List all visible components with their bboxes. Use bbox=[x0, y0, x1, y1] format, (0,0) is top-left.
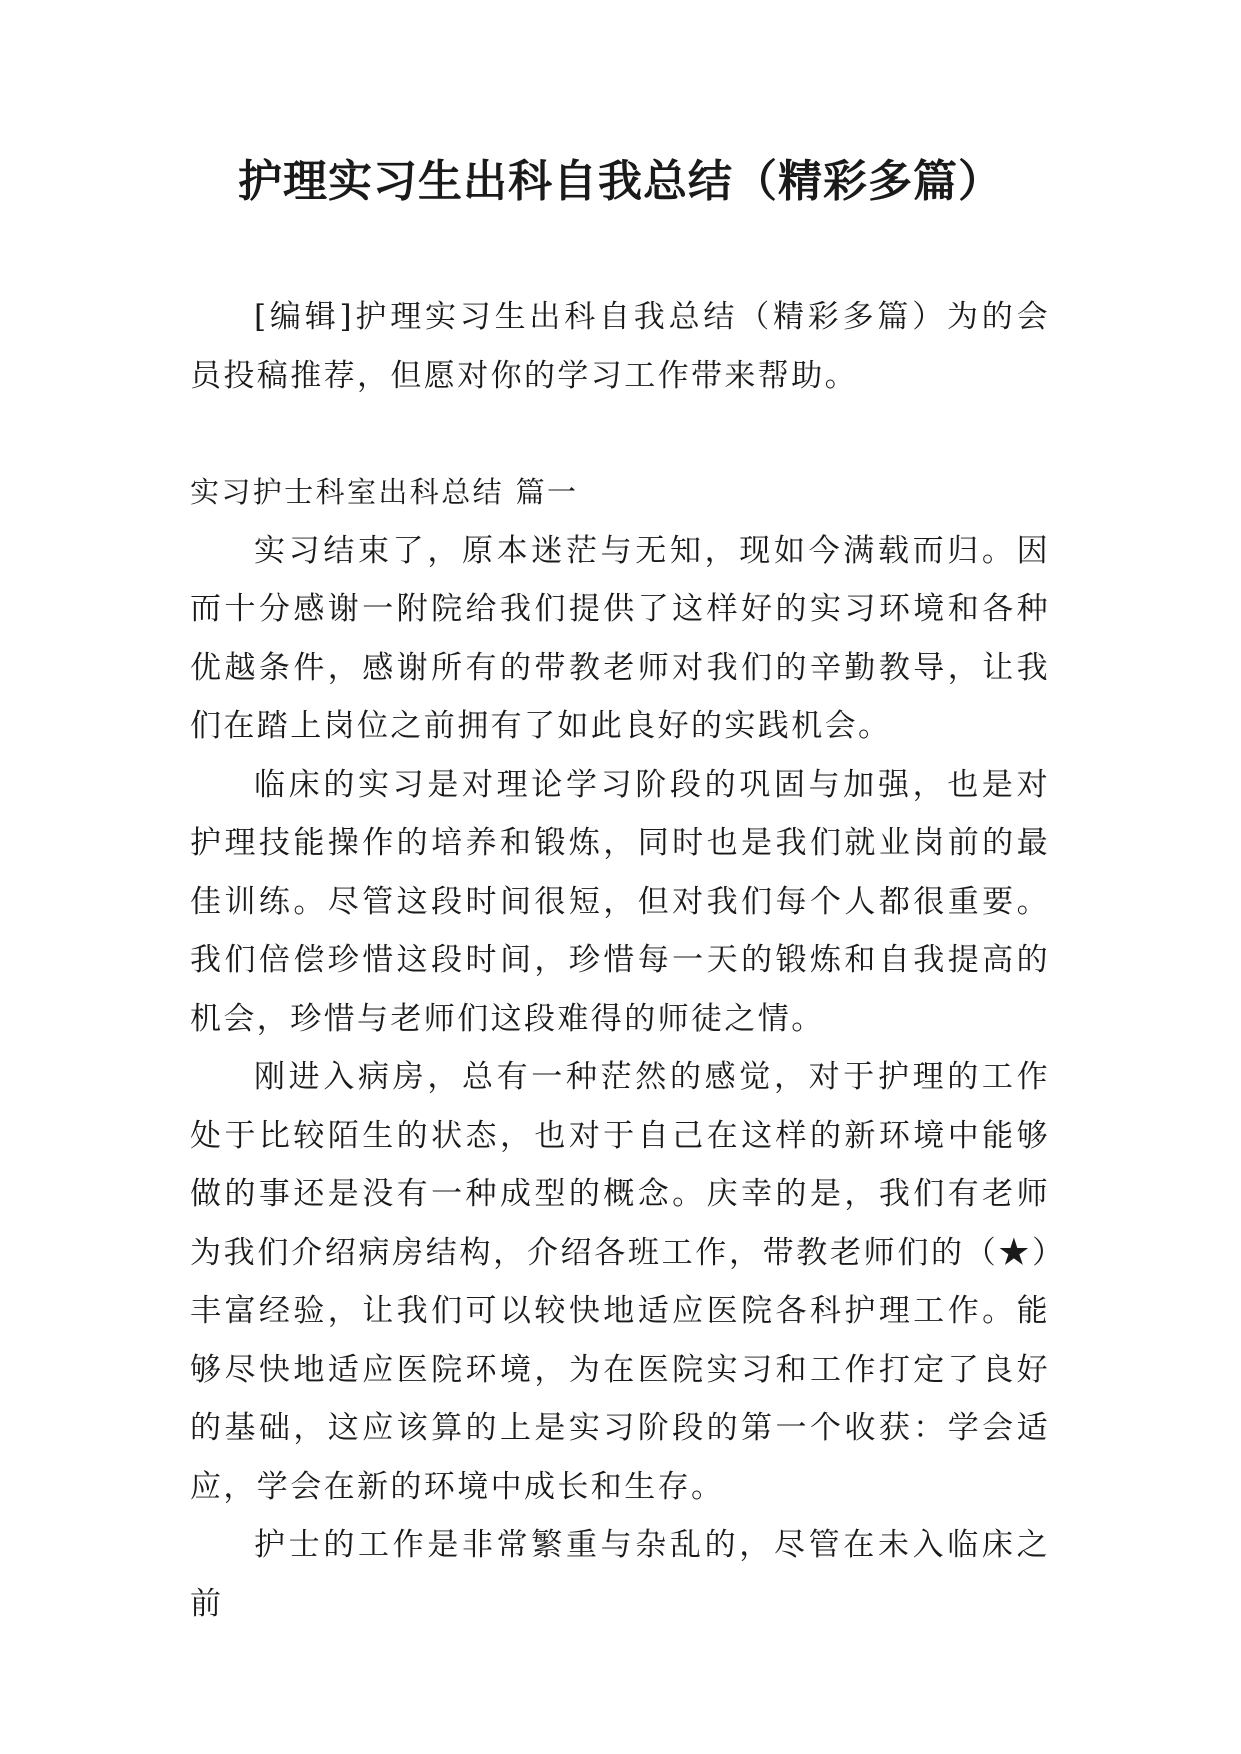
section-heading: 实习护士科室出科总结 篇一 bbox=[190, 475, 579, 509]
body-paragraph-1: 实习结束了，原本迷茫与无知，现如今满载而归。因而十分感谢一附院给我们提供了这样好的实习环境和各种优越条件，感谢所有的带教老师对我们的辛勤教导，让我们在踏上岗位之前拥有了如此良好的实践机会。 bbox=[190, 532, 1050, 744]
body-paragraph-3: 刚进入病房，总有一种茫然的感觉，对于护理的工作处于比较陌生的状态，也对于自己在这样的新环境中能够做的事还是没有一种成型的概念。庆幸的是，我们有老师为我们介绍病房结构，介绍各班工作，带教老师们的（★）丰富经验，让我们可以较快地适应医院各科护理工作。能够尽快地适应医院环境，为在医院实习和工作打定了良好的基础，这应该算的上是实习阶段的第一个收获：学会适应，学会在新的环境中成长和生存。 bbox=[190, 1059, 1050, 1505]
body-paragraph-4: 护士的工作是非常繁重与杂乱的，尽管在未入临床之前 bbox=[190, 1527, 1050, 1622]
document-title: 护理实习生出科自我总结（精彩多篇） bbox=[238, 156, 1003, 207]
body-paragraph-2: 临床的实习是对理论学习阶段的巩固与加强，也是对护理技能操作的培养和锻炼，同时也是我们就业岗前的最佳训练。尽管这段时间很短，但对我们每个人都很重要。我们倍偿珍惜这段时间，珍惜每一天的锻炼和自我提高的机会，珍惜与老师们这段难得的师徒之情。 bbox=[190, 766, 1050, 1037]
intro-paragraph: [编辑]护理实习生出科自我总结（精彩多篇）为的会员投稿推荐，但愿对你的学习工作带来帮助。 bbox=[190, 299, 1050, 394]
article-body bbox=[190, 463, 1050, 1633]
